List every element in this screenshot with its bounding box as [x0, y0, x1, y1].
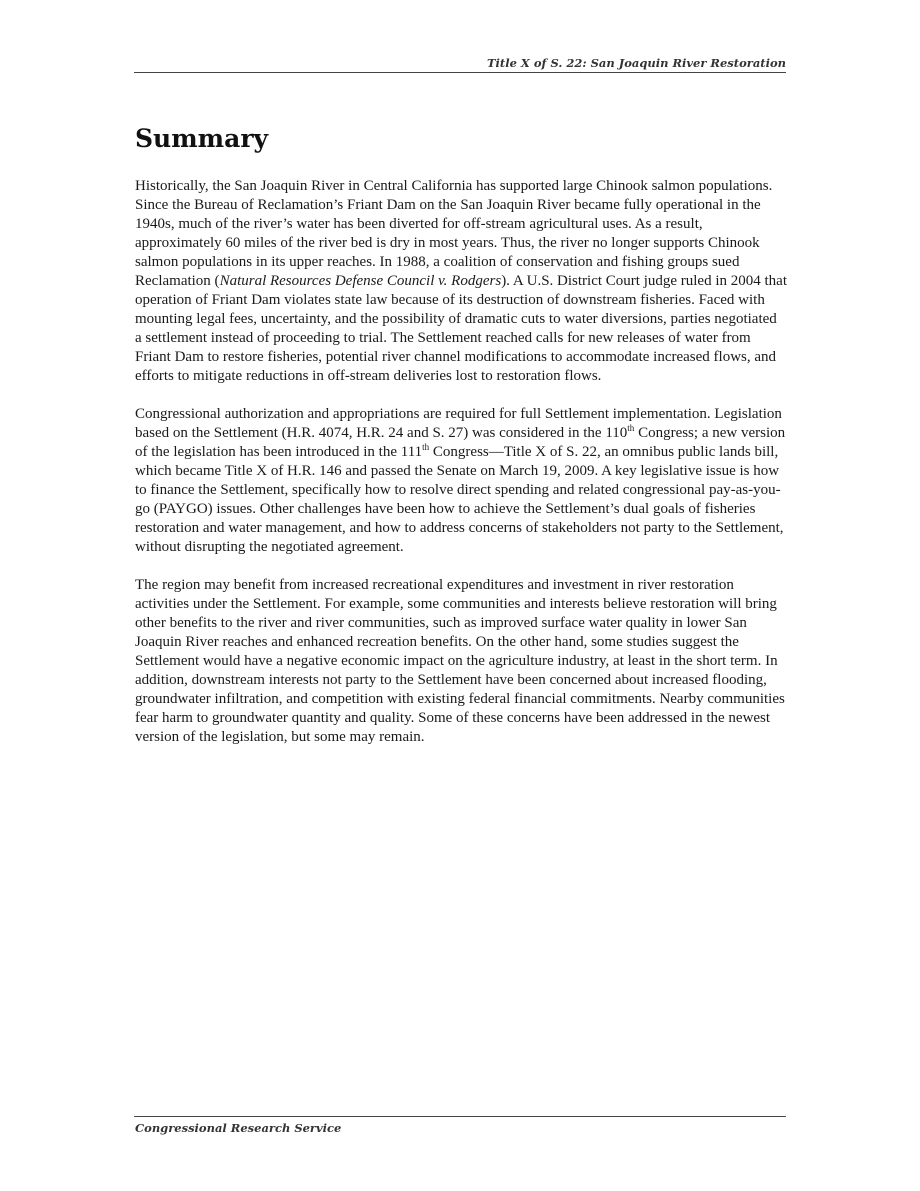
page-title: Summary — [135, 124, 269, 153]
paragraph-1-text-start: Historically, the San Joaquin River in Central California has supported large Chinook salmon populations. Since the Bureau of Reclamation’s Friant Dam on the San Joaquin River became fully operational in the 1940s, much of the river’s water has been diverted for off-stream agricultural uses. As a result, approximately 60 miles of the river bed is dry in most years. Thus, the river no longer supports Chinook salmon populations in its upper reaches. In 1988, a coalition of conservation and fishing groups sued Reclamation ( — [135, 178, 773, 289]
header-divider — [134, 72, 786, 73]
summary-paragraph-2 — [135, 405, 787, 557]
paragraph-2-text-end: Congress—Title X of S. 22, an omnibus public lands bill, which became Title X of H.R. 146 and passed the Senate on March 19, 2009. A key legislative issue is how to finance the Settlement, specifically how to resolve direct spending and related congressional pay-as-you-go (PAYGO) issues. Other challenges have been how to achieve the Settlement’s dual goals of fisheries restoration and water management, and how to address concerns of stakeholders not party to the Settlement, without disrupting the negotiated agreement. — [135, 444, 784, 555]
footer-divider — [134, 1116, 786, 1117]
summary-paragraph-1 — [135, 177, 787, 386]
ordinal-suffix-111: th — [422, 442, 430, 452]
paragraph-2-text-start: Congressional authorization and appropriations are required for full Settlement implementation. Legislation based on the Settlement (H.R. 4074, H.R. 24 and S. 27) was considered in the 110 — [135, 406, 782, 441]
paragraph-2-text-middle: Congress; a new version of the legislation has been introduced in the 111 — [135, 425, 786, 460]
paragraph-1-text-end: ). A U.S. District Court judge ruled in 2004 that operation of Friant Dam violates state law because of its destruction of downstream fisheries. Faced with mounting legal fees, uncertainty, and the possibility of dramatic cuts to water diversions, parties negotiated a settlement instead of proceeding to trial. The Settlement reached calls for new releases of water from Friant Dam to restore fisheries, potential river channel modifications to accommodate increased flows, and efforts to mitigate reductions in off-stream deliveries lost to restoration flows. — [135, 273, 788, 384]
running-header-title: Title X of S. 22: San Joaquin River Restoration — [487, 56, 786, 70]
ordinal-suffix-110: th — [627, 423, 635, 433]
summary-body — [135, 177, 787, 766]
footer-organization: Congressional Research Service — [135, 1121, 342, 1135]
case-name: Natural Resources Defense Council v. Rodgers — [219, 273, 502, 289]
summary-paragraph-3: The region may benefit from increased recreational expenditures and investment in river restoration activities under the Settlement. For example, some communities and interests believe restoration will bring other benefits to the river and river communities, such as improved surface water quality in lower San Joaquin River reaches and enhanced recreation benefits. On the other hand, some studies suggest the Settlement would have a negative economic impact on the agriculture industry, at least in the short term. In addition, downstream interests not party to the Settlement have been concerned about increased flooding, groundwater infiltration, and competition with existing federal financial commitments. Nearby communities fear harm to groundwater quantity and quality. Some of these concerns have been addressed in the newest version of the legislation, but some may remain. — [135, 577, 785, 745]
